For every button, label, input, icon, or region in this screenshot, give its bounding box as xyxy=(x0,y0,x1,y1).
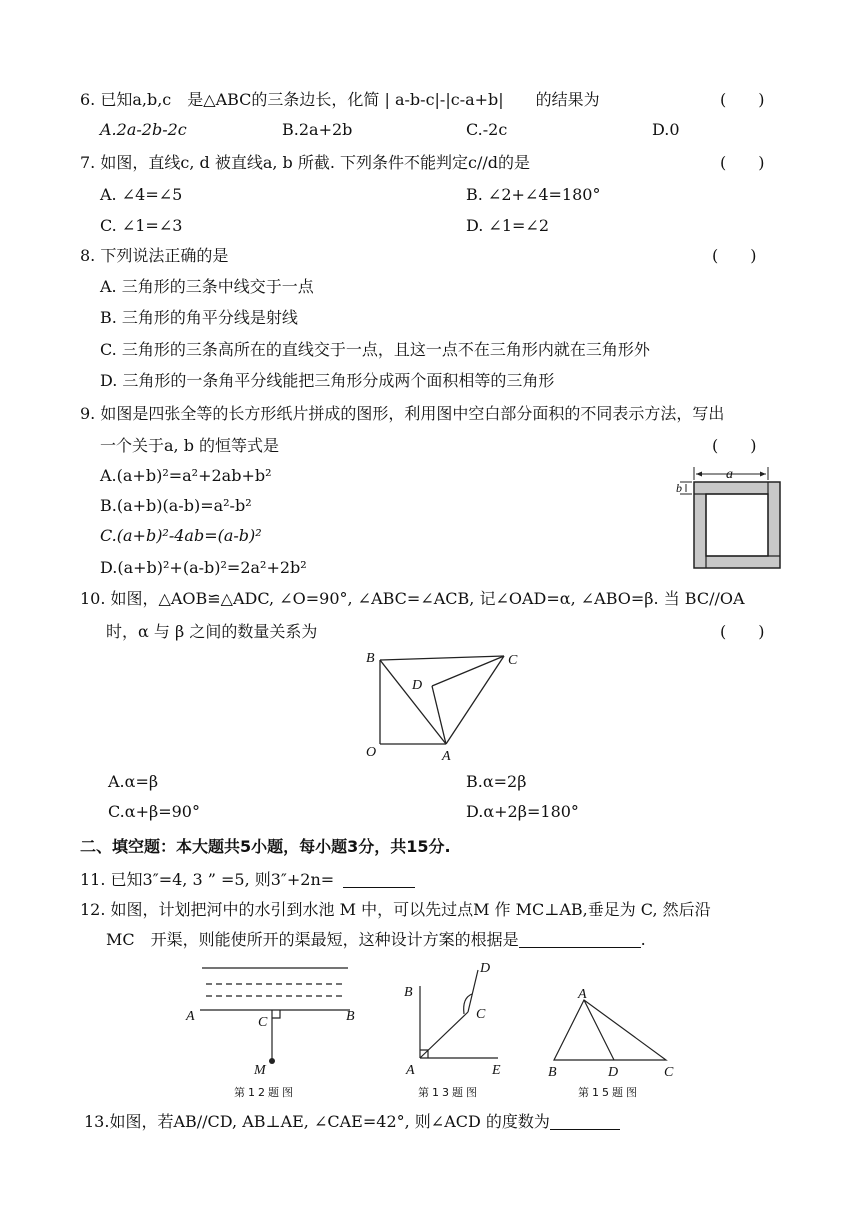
q7-stem: 7. 如图，直线c, d 被直线a, b 所截. 下列条件不能判定c//d的是 xyxy=(80,153,531,172)
q11-stem-text: 11. 已知3″=4, 3 ” =5, 则3″+2n= xyxy=(80,870,335,889)
q13-stem xyxy=(84,1112,620,1132)
q10-option-c: C.α+β=90° xyxy=(108,802,200,821)
q11-answer-blank[interactable] xyxy=(343,871,415,888)
fig13-label-c: C xyxy=(476,1007,486,1022)
q10-option-b: B.α=2β xyxy=(466,772,527,791)
fig15-label-b: B xyxy=(548,1065,557,1080)
section-2-title: 二、填空题：本大题共5小题，每小题3分，共15分. xyxy=(80,837,451,856)
fig12-lines xyxy=(200,968,350,1060)
fig15-label-d: D xyxy=(608,1065,619,1080)
q10-label-a: A xyxy=(442,749,451,764)
q12-answer-blank[interactable] xyxy=(519,931,641,948)
q9-label-a: a xyxy=(726,467,733,482)
q8-stem: 8. 下列说法正确的是 xyxy=(80,246,229,265)
q6-stem: 6. 已知a,b,c 是△ABC的三条边长，化简 | a-b-c|-|c-a+b| 的结果为 xyxy=(80,90,600,109)
q7-option-d: D. ∠1=∠2 xyxy=(466,216,550,235)
q8-option-d: D. 三角形的一条角平分线能把三角形分成两个面积相等的三角形 xyxy=(100,371,555,390)
q9-rectangles-figure xyxy=(676,462,786,574)
q9-figure-shapes xyxy=(680,467,780,568)
q9-stem-line2: 一个关于a, b 的恒等式是 xyxy=(100,436,280,455)
q8-answer-paren: ( ) xyxy=(712,246,757,265)
q10-stem-line2: 时，α 与 β 之间的数量关系为 xyxy=(106,622,318,641)
q10-label-o: O xyxy=(366,745,377,760)
q9-option-b: B.(a+b)(a-b)=a²-b² xyxy=(100,496,252,515)
q13-answer-blank[interactable] xyxy=(550,1113,620,1130)
fig15-caption: 第15题图 xyxy=(578,1086,640,1099)
fig15-label-c: C xyxy=(664,1065,674,1080)
q10-option-a: A.α=β xyxy=(108,772,159,791)
q7-option-b: B. ∠2+∠4=180° xyxy=(466,185,601,204)
q10-label-d: D xyxy=(412,678,423,693)
q10-label-b: B xyxy=(366,651,375,666)
q10-figure-lines xyxy=(380,656,504,744)
fig13-label-d: D xyxy=(480,961,491,976)
fig15-label-a: A xyxy=(578,987,587,1002)
q9-option-d: D.(a+b)²+(a-b)²=2a²+2b² xyxy=(100,558,307,577)
fig13-label-e: E xyxy=(492,1063,501,1078)
q9-stem-line1: 9. 如图是四张全等的长方形纸片拼成的图形，利用图中空白部分面积的不同表示方法，写出 xyxy=(80,404,725,423)
q11-stem xyxy=(80,870,415,890)
q6-option-a: A.2a-2b-2c xyxy=(100,120,187,139)
q12-stem-line2 xyxy=(106,930,646,950)
q7-option-a: A. ∠4=∠5 xyxy=(100,185,183,204)
fig13-parallel-figure xyxy=(398,956,512,1100)
fig12-label-b: B xyxy=(346,1009,355,1024)
fig13-lines xyxy=(420,970,498,1058)
q10-option-d: D.α+2β=180° xyxy=(466,802,579,821)
q8-option-c: C. 三角形的三条高所在的直线交于一点，且这一点不在三角形内就在三角形外 xyxy=(100,340,650,359)
fig12-point-m xyxy=(269,1058,275,1064)
fig13-label-a: A xyxy=(406,1063,415,1078)
q7-answer-paren: ( ) xyxy=(720,153,765,172)
q7-option-c: C. ∠1=∠3 xyxy=(100,216,183,235)
q9-answer-paren: ( ) xyxy=(712,436,757,455)
fig15-lines xyxy=(554,1000,666,1060)
q8-option-b: B. 三角形的角平分线是射线 xyxy=(100,308,298,327)
q10-triangle-figure xyxy=(360,646,540,764)
q6-answer-paren: ( ) xyxy=(720,90,765,109)
fig13-caption: 第13题图 xyxy=(418,1086,480,1099)
q9-option-c: C.(a+b)²-4ab=(a-b)² xyxy=(100,526,262,545)
q9-option-a: A.(a+b)²=a²+2ab+b² xyxy=(100,466,272,485)
q12-stem-end: . xyxy=(640,930,646,949)
q12-stem-line2-text: MC 开渠，则能使所开的渠最短，这种设计方案的根据是 xyxy=(106,930,519,949)
q12-stem-line1: 12. 如图，计划把河中的水引到水池 M 中，可以先过点M 作 MC⊥AB,垂足为 C, 然后沿 xyxy=(80,900,711,919)
q10-answer-paren: ( ) xyxy=(720,622,765,641)
fig13-label-b: B xyxy=(404,985,413,1000)
fig12-label-m: M xyxy=(254,1063,266,1078)
fig12-label-a: A xyxy=(186,1009,195,1024)
q10-stem-line1: 10. 如图，△AOB≌△ADC, ∠O=90°, ∠ABC=∠ACB, 记∠OAD=α, ∠ABO=β. 当 BC//OA xyxy=(80,589,745,608)
q13-stem-text: 13.如图，若AB//CD, AB⊥AE, ∠CAE=42°, 则∠ACD 的度数为 xyxy=(84,1112,550,1131)
fig12-label-c: C xyxy=(258,1015,268,1030)
q6-option-b: B.2a+2b xyxy=(282,120,353,139)
q6-option-c: C.-2c xyxy=(466,120,508,139)
fig12-caption: 第12题图 xyxy=(234,1086,296,1099)
q10-label-c: C xyxy=(508,653,518,668)
q9-label-b: b xyxy=(676,481,682,495)
fig15-triangle-figure xyxy=(540,986,684,1100)
q6-option-d: D.0 xyxy=(652,120,680,139)
fig12-river-figure xyxy=(182,960,362,1100)
q8-option-a: A. 三角形的三条中线交于一点 xyxy=(100,277,314,296)
